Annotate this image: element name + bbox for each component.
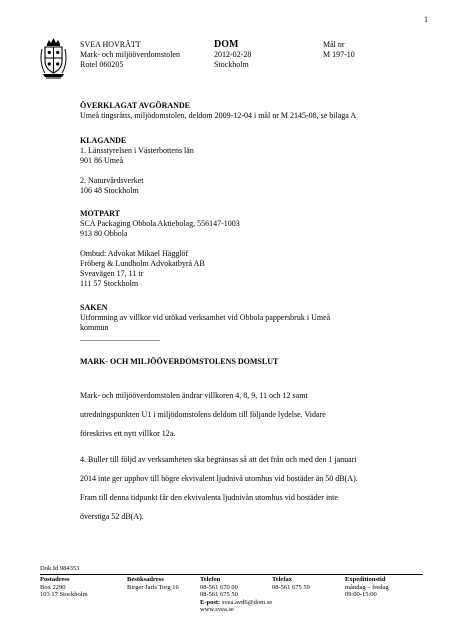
footer-fax [272,576,310,591]
visit-label: Besöksadress [127,576,164,583]
fax-number: 08-561 675 59 [272,583,310,591]
counterparty-heading: MOTPART [80,209,121,218]
fax-label: Telefax [272,576,292,583]
counsel-city: 111 57 Stockholm [80,279,139,288]
footer-hours [345,576,389,599]
document-place: Stockholm [214,60,249,69]
postal-city: 103 17 Stockholm [40,591,88,598]
matter-line-1: Utformning av villkor vid utökad verksamhet vid Obbola pappersbruk i Umeå [80,313,331,322]
counsel-street: Sveavägen 17, 11 tr [80,269,144,278]
document-type: DOM [214,39,239,50]
phone-label: Telefon [200,576,221,583]
counterparty-address: 913 80 Obbola [80,229,128,238]
document-id: Dok.Id 984353 [40,565,80,572]
footer-phone [200,576,272,614]
document-date: 2012-02-28 [214,50,252,59]
counterparty-section [80,209,240,289]
phone-1: 08-561 670 00 [200,583,238,591]
ruling-p2-line-4: överstiga 52 dB(A). [80,512,144,521]
phone-2: 08-561 675 50 [200,591,238,598]
website-link[interactable]: www.svea.se [200,606,234,613]
matter-section [80,303,330,343]
appealed-text: Umeå tingsrätts, miljödomstolen, deldom 2009-12-04 i mål nr M 2145-08, se bilaga A [80,111,357,120]
footer-rule [40,574,423,575]
document-type-block [214,39,251,70]
hours-days: måndag – fredag [345,583,389,591]
appellants-section [80,136,194,196]
ruling-p1-line-1: Mark- och miljööverdomstolen ändrar villkoren 4, 8, 9, 11 och 12 samt [80,391,308,400]
hours-time: 09:00-15:00 [345,591,377,598]
email-link[interactable]: svea.avd6@dom.se [221,598,273,606]
ruling-heading: MARK- OCH MILJÖÖVERDOMSTOLENS DOMSLUT [80,357,279,366]
footer-visit [127,576,179,591]
appellant-2-address: 106 48 Stockholm [80,186,139,195]
separator-line: ____________________ [80,333,160,342]
email-label: E-post: [200,598,221,606]
appellant-2-name: 2. Naturvårdsverket [80,176,144,185]
postal-box: Box 2290 [40,583,66,591]
hours-label: Expeditionstid [345,576,386,583]
court-division: Mark- och miljööverdomstolen [80,50,180,59]
appealed-heading: ÖVERKLAGAT AVGÖRANDE [80,101,191,110]
case-label: Mål nr [323,40,345,49]
matter-heading: SAKEN [80,303,108,312]
ruling-p2-line-2: 2014 inte ger upphov till högre ekvivalent ljudnivå utomhus vid bostäder än 50 dB(A). [80,474,358,483]
court-name: SVEA HOVRÄTT [80,40,141,49]
footer-postal [40,576,88,599]
matter-line-2: kommun [80,323,109,332]
case-block [323,40,355,60]
appellant-1-address: 901 86 Umeå [80,156,124,165]
court-name-block [80,40,180,70]
case-number: M 197-10 [323,50,355,59]
appellant-1-name: 1. Länsstyrelsen i Västerbottens län [80,146,194,155]
counsel-firm: Fröberg & Lundholm Advokatbyrå AB [80,259,205,268]
appealed-section [80,101,356,121]
ruling-p1-line-2: utredningspunkten U1 i miljödomstolens deldom till följande lydelse. Vidare [80,410,326,419]
coat-of-arms-logo [40,37,67,82]
court-unit: Rotel 060205 [80,60,124,69]
ruling-p2-line-1: 4. Buller till följd av verksamheten ska begränsas så att det från och med den 1 januari [80,455,357,464]
appellants-heading: KLAGANDE [80,136,127,145]
counsel-name: Ombud: Advokat Mikael Hägglöf [80,249,189,258]
ruling-p1-line-3: föreskrivs ett nytt villkor 12a. [80,429,176,438]
ruling-p2-line-3: Fram till denna tidpunkt får den ekvivalenta ljudnivån utomhus vid bostäder inte [80,493,338,502]
ruling-paragraph-2 [80,450,358,526]
visit-address: Birger Jarls Torg 16 [127,583,179,591]
page-number: 1 [424,15,428,24]
counterparty-name: SCA Packaging Obbola Aktiebolag, 556147-1003 [80,219,240,228]
postal-label: Postadress [40,576,70,583]
ruling-paragraph-1 [80,386,326,443]
